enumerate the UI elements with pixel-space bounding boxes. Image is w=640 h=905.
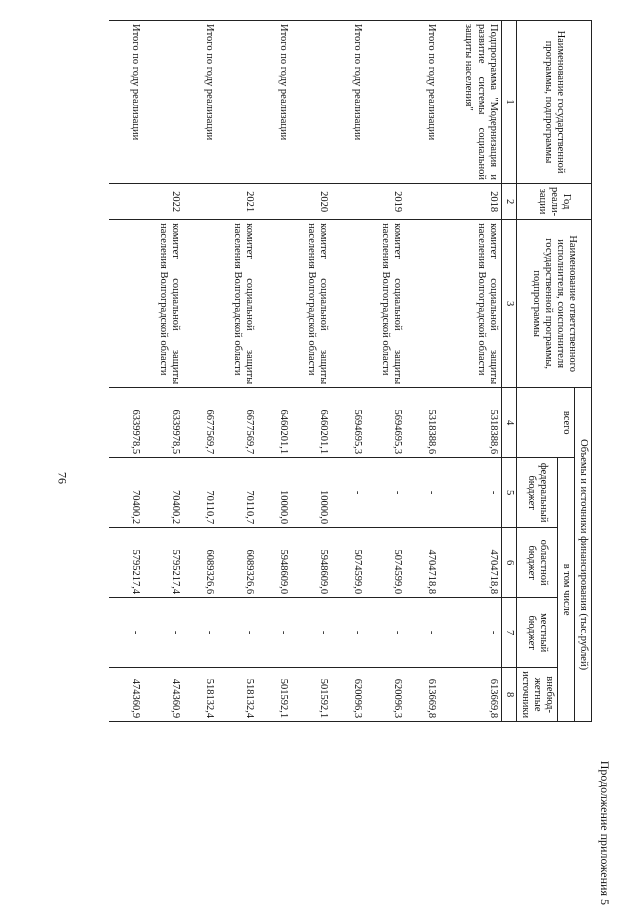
cell-total: 5318388,6 bbox=[405, 388, 439, 458]
cell-program-name bbox=[291, 21, 331, 184]
cell-offbudget: 620096,3 bbox=[365, 668, 405, 722]
cell-federal: 10000,0 bbox=[291, 458, 331, 528]
table-row bbox=[291, 21, 331, 722]
column-number: 2 bbox=[501, 184, 516, 220]
cell-program-name bbox=[217, 21, 257, 184]
cell-local: - bbox=[331, 598, 365, 668]
cell-regional: 4704718,8 bbox=[439, 528, 501, 598]
cell-federal: 70110,7 bbox=[217, 458, 257, 528]
cell-program-name: Итого по году реализации bbox=[109, 21, 143, 184]
table-body bbox=[109, 21, 501, 722]
column-number: 4 bbox=[501, 388, 516, 458]
table-header bbox=[501, 21, 591, 722]
cell-total: 6339978,5 bbox=[109, 388, 143, 458]
cell-offbudget: 613669,8 bbox=[405, 668, 439, 722]
header-local-budget: местный бюджет bbox=[516, 598, 557, 668]
cell-federal: 70400,2 bbox=[109, 458, 143, 528]
cell-total: 6460201,1 bbox=[291, 388, 331, 458]
cell-federal: 70400,2 bbox=[143, 458, 183, 528]
header-executor: Наименование ответственного исполнителя, соисполнителя государственной программы, подпрограммы bbox=[516, 220, 591, 388]
header-including: в том числе bbox=[557, 458, 574, 722]
table-row-subtotal bbox=[183, 21, 217, 722]
cell-year bbox=[405, 184, 439, 220]
cell-executor: комитет социальной защиты населения Волгоградской области bbox=[217, 220, 257, 388]
cell-executor bbox=[183, 220, 217, 388]
cell-year bbox=[109, 184, 143, 220]
cell-regional: 5074599,0 bbox=[331, 528, 365, 598]
column-number: 5 bbox=[501, 458, 516, 528]
cell-local: - bbox=[405, 598, 439, 668]
cell-executor bbox=[405, 220, 439, 388]
cell-local: - bbox=[439, 598, 501, 668]
table-row-subtotal bbox=[331, 21, 365, 722]
cell-total: 6460201,1 bbox=[257, 388, 291, 458]
cell-executor: комитет социальной защиты населения Волгоградской области bbox=[365, 220, 405, 388]
header-total: всего bbox=[516, 388, 574, 458]
cell-regional: 6089326,6 bbox=[183, 528, 217, 598]
cell-program-name: Итого по году реализации bbox=[183, 21, 217, 184]
cell-regional: 6089326,6 bbox=[217, 528, 257, 598]
cell-total: 5694695,3 bbox=[365, 388, 405, 458]
cell-federal: - bbox=[405, 458, 439, 528]
cell-executor: комитет социальной защиты населения Волгоградской области bbox=[291, 220, 331, 388]
cell-regional: 5795217,4 bbox=[109, 528, 143, 598]
cell-program-name: Подпрограмма "Модернизация и развитие системы социальной защиты населения" bbox=[439, 21, 501, 184]
page-number: 76 bbox=[55, 472, 70, 484]
cell-year bbox=[257, 184, 291, 220]
cell-federal: 70110,7 bbox=[183, 458, 217, 528]
column-number: 6 bbox=[501, 528, 516, 598]
cell-total: 5694695,3 bbox=[331, 388, 365, 458]
column-number: 3 bbox=[501, 220, 516, 388]
table-row-subtotal bbox=[257, 21, 291, 722]
cell-offbudget: 474360,9 bbox=[109, 668, 143, 722]
cell-local: - bbox=[365, 598, 405, 668]
cell-offbudget: 620096,3 bbox=[331, 668, 365, 722]
header-offbudget: внебюд-жетные источники bbox=[516, 668, 557, 722]
cell-federal: - bbox=[331, 458, 365, 528]
header-financing-group: Объемы и источники финансирования (тыс.рублей) bbox=[574, 388, 591, 722]
column-number: 1 bbox=[501, 21, 516, 184]
cell-local: - bbox=[143, 598, 183, 668]
header-program-name: Наименование государственной программы, подпрограммы bbox=[516, 21, 591, 184]
cell-program-name: Итого по году реализации bbox=[405, 21, 439, 184]
header-regional-budget: областной бюджет bbox=[516, 528, 557, 598]
cell-year: 2019 bbox=[365, 184, 405, 220]
cell-program-name bbox=[143, 21, 183, 184]
cell-regional: 5074599,0 bbox=[365, 528, 405, 598]
table-row bbox=[439, 21, 501, 722]
cell-federal: - bbox=[439, 458, 501, 528]
cell-federal: - bbox=[365, 458, 405, 528]
cell-year: 2018 bbox=[439, 184, 501, 220]
cell-offbudget: 518132,4 bbox=[183, 668, 217, 722]
table-row bbox=[365, 21, 405, 722]
cell-local: - bbox=[109, 598, 143, 668]
cell-year: 2020 bbox=[291, 184, 331, 220]
cell-regional: 5948609,0 bbox=[257, 528, 291, 598]
cell-executor bbox=[331, 220, 365, 388]
table-row bbox=[217, 21, 257, 722]
cell-offbudget: 474360,9 bbox=[143, 668, 183, 722]
cell-total: 6339978,5 bbox=[143, 388, 183, 458]
cell-total: 6677569,7 bbox=[217, 388, 257, 458]
financing-table bbox=[109, 20, 592, 722]
cell-local: - bbox=[257, 598, 291, 668]
cell-total: 6677569,7 bbox=[183, 388, 217, 458]
cell-offbudget: 501592,1 bbox=[257, 668, 291, 722]
cell-executor: комитет социальной защиты населения Волгоградской области bbox=[439, 220, 501, 388]
header-federal-budget: федеральный бюджет bbox=[516, 458, 557, 528]
cell-executor bbox=[257, 220, 291, 388]
cell-program-name bbox=[365, 21, 405, 184]
header-year: Год реали-зации bbox=[516, 184, 591, 220]
cell-federal: 10000,0 bbox=[257, 458, 291, 528]
cell-local: - bbox=[183, 598, 217, 668]
cell-program-name: Итого по году реализации bbox=[257, 21, 291, 184]
cell-regional: 5795217,4 bbox=[143, 528, 183, 598]
appendix-caption: Продолжение приложения 5 bbox=[598, 760, 612, 905]
column-number: 8 bbox=[501, 668, 516, 722]
cell-year: 2021 bbox=[217, 184, 257, 220]
cell-total: 5318388,6 bbox=[439, 388, 501, 458]
cell-local: - bbox=[217, 598, 257, 668]
table-row-subtotal bbox=[405, 21, 439, 722]
cell-regional: 5948609,0 bbox=[291, 528, 331, 598]
cell-executor bbox=[109, 220, 143, 388]
cell-local: - bbox=[291, 598, 331, 668]
cell-offbudget: 518132,4 bbox=[217, 668, 257, 722]
column-number-row bbox=[501, 21, 516, 722]
cell-year bbox=[183, 184, 217, 220]
cell-regional: 4704718,8 bbox=[405, 528, 439, 598]
cell-executor: комитет социальной защиты населения Волгоградской области bbox=[143, 220, 183, 388]
cell-year bbox=[331, 184, 365, 220]
table-row bbox=[143, 21, 183, 722]
cell-offbudget: 613669,8 bbox=[439, 668, 501, 722]
column-number: 7 bbox=[501, 598, 516, 668]
cell-program-name: Итого по году реализации bbox=[331, 21, 365, 184]
cell-year: 2022 bbox=[143, 184, 183, 220]
table-row-subtotal bbox=[109, 21, 143, 722]
cell-offbudget: 501592,1 bbox=[291, 668, 331, 722]
